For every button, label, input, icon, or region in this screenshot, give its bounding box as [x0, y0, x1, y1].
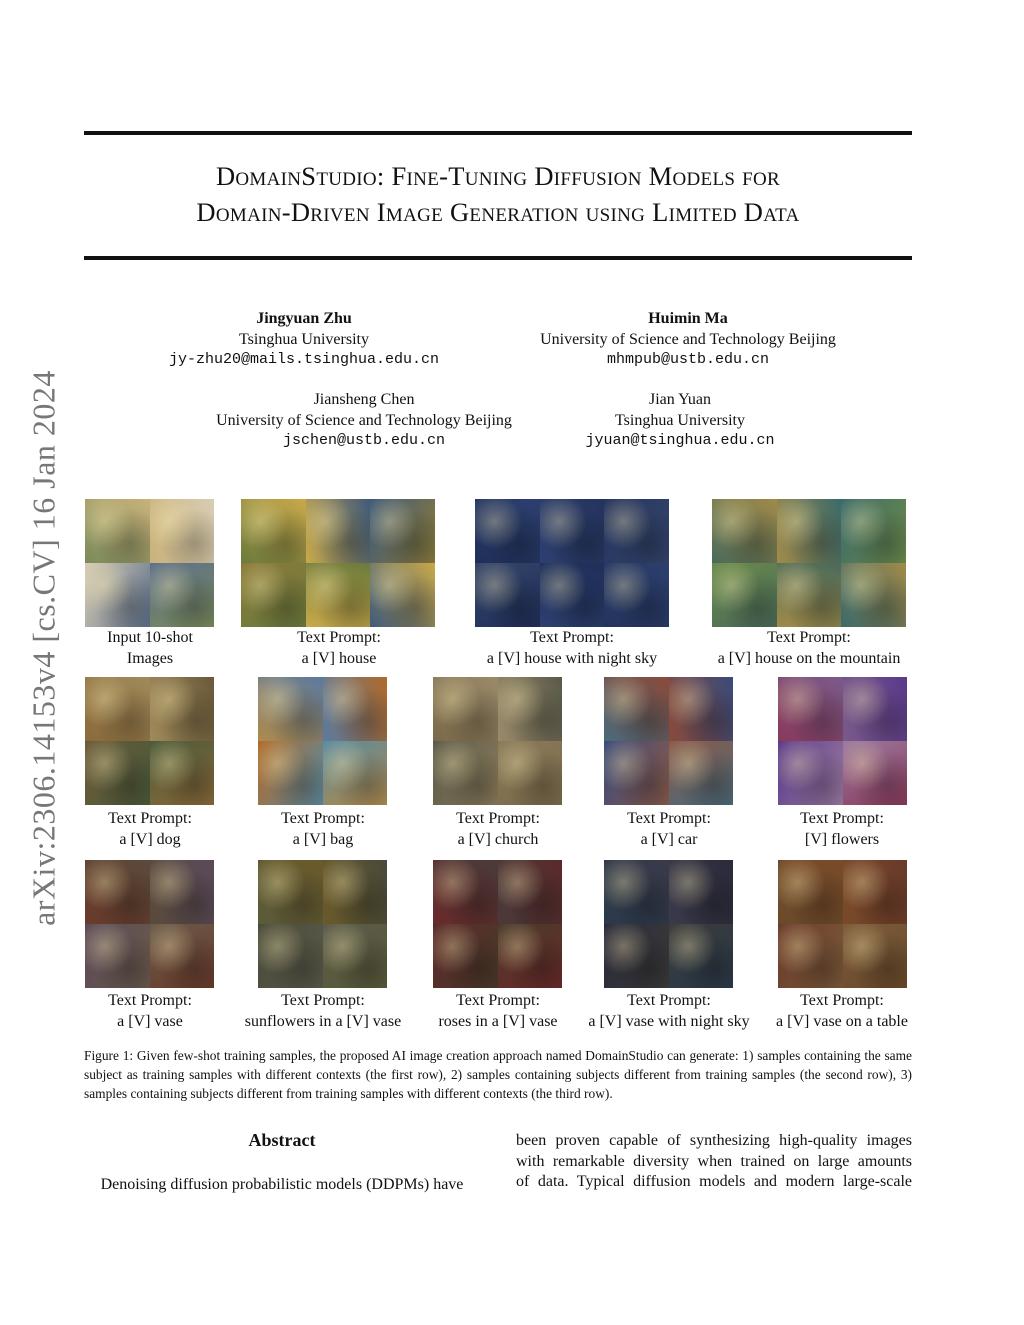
caption-line: Text Prompt: [767, 629, 851, 646]
figure-caption-vase [108, 991, 192, 1032]
figure-caption-house [297, 628, 381, 669]
figure-tile [604, 563, 669, 627]
caption-line: a [V] vase on a table [776, 1012, 908, 1030]
figure-caption-vase-night-sky [588, 991, 749, 1032]
figure-tile [85, 741, 150, 805]
figure-caption-house-night-sky [487, 628, 657, 669]
figure-tile [323, 924, 388, 988]
figure-tile [150, 924, 215, 988]
caption-line: [V] flowers [804, 830, 880, 848]
caption-line: Text Prompt: [456, 992, 540, 1009]
figure-tile [843, 924, 908, 988]
caption-line: a [V] house with night sky [486, 649, 658, 667]
figure-tile [778, 924, 843, 988]
author-email: mhmpub@ustb.edu.cn [606, 351, 770, 368]
author-affiliation: University of Science and Technology Beijing [540, 330, 836, 348]
caption-line: Text Prompt: [800, 992, 884, 1009]
figure-tile [778, 860, 843, 924]
figure-tile [306, 563, 371, 627]
figure-tile [498, 924, 563, 988]
figure-image-bag [258, 677, 387, 805]
figure-image-vase-table [778, 860, 907, 988]
abstract-line: with remarkable diversity when trained on large amounts [516, 1152, 912, 1170]
caption-line: Text Prompt: [627, 992, 711, 1009]
figure-image-input-shots [85, 499, 214, 627]
caption-line: Text Prompt: [108, 810, 192, 827]
caption-line: sunflowers in a [V] vase [244, 1012, 402, 1030]
figure-tile [241, 563, 306, 627]
figure-tile [604, 677, 669, 741]
figure-tile [712, 563, 777, 627]
figure-tile [150, 677, 215, 741]
figure-tile [323, 677, 388, 741]
title-line-2: Domain-Driven Image Generation using Limited Data [196, 197, 800, 227]
figure-image-roses-vase [433, 860, 562, 988]
caption-line: Text Prompt: [297, 629, 381, 646]
caption-line: Text Prompt: [456, 810, 540, 827]
abstract-text-right [516, 1131, 912, 1193]
figure-caption-dog [108, 809, 192, 850]
arxiv-stamp-text: arXiv:2306.14153v4 [cs.CV] 16 Jan 2024 [25, 370, 62, 926]
author-name: Jiansheng Chen [313, 391, 415, 408]
figure-tile [843, 677, 908, 741]
caption-line: a [V] bag [292, 830, 354, 848]
figure-tile [433, 741, 498, 805]
figure-image-car [604, 677, 733, 805]
figure-tile [778, 677, 843, 741]
caption-line: Text Prompt: [281, 992, 365, 1009]
figure-tile [843, 860, 908, 924]
caption-line: a [V] house on the mountain [717, 649, 901, 667]
caption-line: a [V] house [301, 649, 377, 667]
figure-tile [150, 741, 215, 805]
figure-caption-roses-vase [438, 991, 557, 1032]
figure-image-dog [85, 677, 214, 805]
figure-tile [85, 924, 150, 988]
caption-line: Images [126, 649, 174, 667]
caption-line: a [V] dog [119, 830, 181, 848]
figure-image-house-night-sky [475, 499, 669, 627]
figure-tile [306, 499, 371, 563]
figure-tile [258, 860, 323, 924]
figure-tile [370, 563, 435, 627]
figure-tile [843, 741, 908, 805]
author-email: jschen@ustb.edu.cn [282, 432, 446, 449]
author-name: Huimin Ma [648, 310, 728, 327]
figure-image-sunflowers-vase [258, 860, 387, 988]
figure-image-house [241, 499, 435, 627]
figure-tile [85, 499, 150, 563]
caption-line: Text Prompt: [627, 810, 711, 827]
figure-tile [777, 563, 842, 627]
figure-image-church [433, 677, 562, 805]
figure-caption-flowers [800, 809, 884, 850]
figure-tile [604, 741, 669, 805]
figure-tile [433, 924, 498, 988]
caption-line: a [V] vase with night sky [588, 1012, 750, 1030]
figure-tile [604, 924, 669, 988]
figure-tile [433, 677, 498, 741]
figure-image-flowers [778, 677, 907, 805]
title-bottom-rule [84, 256, 912, 260]
figure-tile [150, 499, 215, 563]
figure-tile [370, 499, 435, 563]
caption-line: Input 10-shot [107, 629, 193, 646]
caption-line: a [V] church [457, 830, 539, 848]
figure-tile [85, 563, 150, 627]
caption-line: a [V] car [640, 830, 698, 848]
abstract-heading: Abstract [248, 1130, 316, 1150]
figure-1-caption: Figure 1: Given few-shot training samples, the proposed AI image creation approach named DomainStudio can generate: 1) samples containing the same subject as training samples with different contexts (the first row), 2) samples containing subjects different from training samples (the second row), 3) samples containing subjects different from training samples with different contexts (the third row). [84, 1048, 912, 1101]
caption-line: Text Prompt: [108, 992, 192, 1009]
figure-tile [475, 563, 540, 627]
figure-tile [540, 563, 605, 627]
figure-tile [323, 860, 388, 924]
figure-tile [540, 499, 605, 563]
figure-tile [150, 860, 215, 924]
caption-line: a [V] vase [117, 1012, 183, 1030]
paper-title [84, 158, 912, 230]
figure-tile [475, 499, 540, 563]
figure-tile [669, 741, 734, 805]
figure-tile [778, 741, 843, 805]
figure-tile [669, 677, 734, 741]
figure-tile [669, 924, 734, 988]
figure-tile [712, 499, 777, 563]
figure-tile [498, 741, 563, 805]
figure-image-house-mountain [712, 499, 906, 627]
author-1 [120, 309, 488, 371]
figure-tile [498, 677, 563, 741]
title-top-rule [84, 131, 912, 135]
caption-line: roses in a [V] vase [438, 1012, 558, 1030]
caption-line: Text Prompt: [281, 810, 365, 827]
figure-image-vase-night-sky [604, 860, 733, 988]
author-name: Jingyuan Zhu [256, 310, 352, 327]
caption-line: Text Prompt: [800, 810, 884, 827]
author-email: jy-zhu20@mails.tsinghua.edu.cn [168, 351, 440, 368]
author-affiliation: Tsinghua University [615, 411, 745, 429]
figure-caption-church [456, 809, 540, 850]
figure-caption-input-shots [107, 628, 193, 669]
author-affiliation: Tsinghua University [239, 330, 369, 348]
caption-line: Text Prompt: [530, 629, 614, 646]
figure-image-vase [85, 860, 214, 988]
author-2 [508, 309, 868, 371]
figure-caption-car [627, 809, 711, 850]
title-line-1: DomainStudio: Fine-Tuning Diffusion Models for [215, 161, 781, 191]
figure-tile [604, 860, 669, 924]
figure-tile [85, 860, 150, 924]
figure-tile [258, 677, 323, 741]
figure-tile [241, 499, 306, 563]
author-4 [540, 390, 820, 452]
figure-caption-house-mountain [718, 628, 901, 669]
figure-tile [841, 563, 906, 627]
figure-caption-vase-table [776, 991, 908, 1032]
abstract-text-left: Denoising diffusion probabilistic models (DDPMs) have [100, 1176, 464, 1193]
figure-caption-sunflowers-vase [245, 991, 401, 1032]
figure-tile [258, 924, 323, 988]
figure-tile [85, 677, 150, 741]
figure-tile [150, 563, 215, 627]
figure-tile [258, 741, 323, 805]
abstract-line: of data. Typical diffusion models and modern large-scale [516, 1173, 912, 1190]
author-name: Jian Yuan [648, 391, 712, 408]
figure-tile [433, 860, 498, 924]
figure-tile [777, 499, 842, 563]
author-email: jyuan@tsinghua.edu.cn [585, 432, 775, 449]
figure-tile [498, 860, 563, 924]
abstract-line: been proven capable of synthesizing high-quality images [516, 1132, 912, 1149]
figure-tile [669, 860, 734, 924]
author-3 [184, 390, 544, 452]
figure-caption-bag [281, 809, 365, 850]
figure-tile [604, 499, 669, 563]
figure-tile [323, 741, 388, 805]
figure-tile [841, 499, 906, 563]
author-affiliation: University of Science and Technology Beijing [216, 411, 512, 429]
